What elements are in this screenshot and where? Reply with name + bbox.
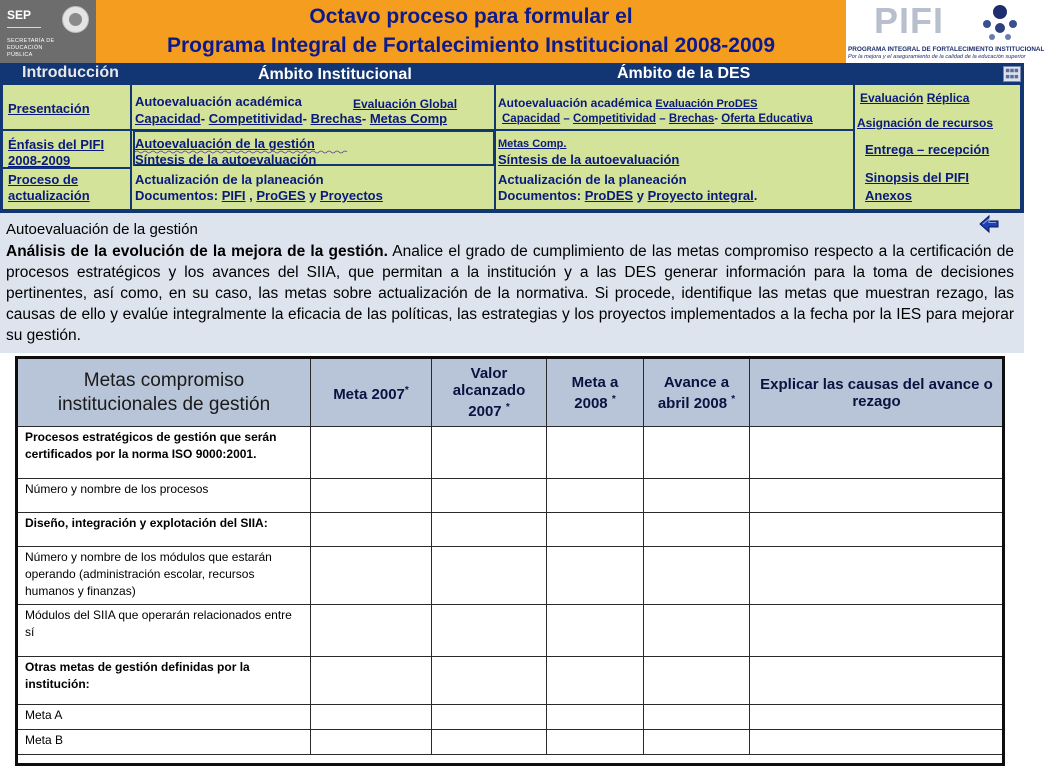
avance-cell[interactable]: [644, 427, 750, 479]
des-capacidad-row: Capacidad – Competitividad – Brechas- Oferta Educativa: [502, 113, 813, 125]
link-evaluacion[interactable]: Evaluación: [860, 91, 924, 105]
sep-logo: [0, 0, 96, 63]
col-header-avance: [644, 359, 750, 427]
explicar-cell[interactable]: [750, 513, 1004, 547]
link-sintesis-des[interactable]: Síntesis de la autoevaluación: [498, 152, 680, 167]
inst-actualizacion[interactable]: Actualización de la planeación: [135, 172, 324, 187]
col-header-meta-2007-label: Meta 2007: [333, 386, 405, 403]
tab-introduccion[interactable]: Introducción: [22, 64, 119, 81]
explicar-cell[interactable]: [750, 705, 1004, 730]
row-label: Módulos del SIIA que operarán relacionados entre sí: [18, 605, 311, 657]
page-title-line1: Octavo proceso para formular el: [309, 5, 633, 28]
valor-cell[interactable]: [432, 657, 547, 705]
meta-2007-cell[interactable]: [311, 547, 432, 605]
row-label: Otras metas de gestión definidas por la institución:: [18, 657, 311, 705]
tab-ambito-des[interactable]: Ámbito de la DES: [617, 65, 751, 82]
link-des-capacidad[interactable]: Capacidad: [502, 113, 561, 125]
meta-2007-cell[interactable]: [311, 513, 432, 547]
grid-menu-icon[interactable]: [1003, 66, 1021, 82]
sep-logo-word: SEP: [7, 8, 32, 22]
valor-cell[interactable]: [432, 705, 547, 730]
link-evaluacion-global[interactable]: Evaluación Global: [353, 97, 458, 111]
meta-2008-cell[interactable]: [547, 513, 644, 547]
des-autoeval-label: Autoevaluación académica: [498, 96, 653, 110]
asterisk: *: [731, 393, 736, 405]
inst-documentos-row: Documentos: PIFI , ProGES y Proyectos: [135, 188, 383, 203]
link-sinopsis[interactable]: Sinopsis del PIFI: [865, 170, 970, 185]
link-capacidad[interactable]: Capacidad: [135, 111, 201, 126]
section-tabs: [0, 63, 1024, 85]
meta-2008-cell[interactable]: [547, 730, 644, 755]
row-label: Meta A: [18, 705, 311, 730]
link-asignacion-recursos[interactable]: Asignación de recursos: [857, 116, 994, 130]
des-actualizacion[interactable]: Actualización de la planeación: [498, 172, 687, 187]
sep-logo-subtitle: SECRETARÍA DE EDUCACIÓN PÚBLICA: [7, 38, 55, 58]
link-competitividad[interactable]: Competitividad: [208, 111, 303, 126]
instructions-body: Analice el grado de cumplimiento de las metas compromiso respecto a la certificación de procesos estratégicos y los avances del SIIA, que permitan a la institución y a las DES generar información para la toma de decisiones pertinentes, así como, en su caso, las metas sobre actualización de la normativa. Si procede, identifique las metas que muestran rezago, las causas de ello y evalúe integralmente la eficacia de las políticas, las estrategias y los proyectos implementados a la fecha por la IES para mejorar su gestión.: [6, 243, 1014, 344]
explicar-cell[interactable]: [750, 479, 1004, 513]
asterisk: *: [611, 393, 616, 405]
link-replica[interactable]: Réplica: [926, 91, 970, 105]
meta-2008-cell[interactable]: [547, 427, 644, 479]
sep-logo-divider: [7, 27, 41, 28]
valor-cell[interactable]: [432, 547, 547, 605]
meta-2007-cell[interactable]: [311, 479, 432, 513]
link-entrega-recepcion[interactable]: Entrega – recepción: [865, 142, 990, 157]
des-autoeval-row: [498, 95, 758, 112]
grid-divider: [853, 85, 855, 209]
avance-cell[interactable]: [644, 605, 750, 657]
avance-cell[interactable]: [644, 657, 750, 705]
des-documentos-label: Documentos:: [498, 188, 582, 203]
avance-cell[interactable]: [644, 547, 750, 605]
explicar-cell[interactable]: [750, 730, 1004, 755]
row-label: Diseño, integración y explotación del SIIA:: [18, 513, 311, 547]
meta-2008-cell[interactable]: [547, 479, 644, 513]
asterisk: *: [505, 402, 510, 413]
pifi-logo-icon: [978, 4, 1022, 46]
link-sintesis-inst[interactable]: Síntesis de la autoevaluación: [135, 152, 317, 167]
table-row: [18, 479, 1004, 513]
link-autoevaluacion-gestion[interactable]: Autoevaluación de la gestión: [135, 136, 315, 151]
meta-2008-cell[interactable]: [547, 547, 644, 605]
meta-2007-cell[interactable]: [311, 730, 432, 755]
link-anexos[interactable]: Anexos: [865, 188, 912, 203]
valor-cell[interactable]: [432, 605, 547, 657]
link-proceso-actualizacion[interactable]: Proceso de actualización: [8, 172, 90, 203]
link-proges[interactable]: ProGES: [256, 188, 306, 203]
meta-2008-cell[interactable]: [547, 657, 644, 705]
tab-ambito-institucional[interactable]: Ámbito Institucional: [258, 66, 412, 83]
col-header-valor-label: Valor alcanzado 2007: [452, 365, 526, 420]
meta-2007-cell[interactable]: [311, 657, 432, 705]
table-row: [18, 605, 1004, 657]
inst-capacidad-row: Capacidad- Competitividad- Brechas- Metas Comp: [135, 111, 448, 126]
table-header-row: [18, 359, 1004, 427]
col-header-meta-2008-label: Meta a 2008: [571, 373, 619, 412]
valor-cell[interactable]: [432, 427, 547, 479]
row-label: Número y nombre de los módulos que estarán operando (administración escolar, recursos humanos y finanzas): [18, 547, 311, 605]
link-brechas[interactable]: Brechas: [310, 111, 362, 126]
link-des-metas-comp[interactable]: Metas Comp.: [498, 138, 567, 150]
col-header-meta-2008: [547, 359, 644, 427]
link-proyecto-integral[interactable]: Proyecto integral: [647, 188, 754, 203]
link-proyectos[interactable]: Proyectos: [319, 188, 383, 203]
link-presentacion[interactable]: Presentación: [8, 101, 90, 116]
avance-cell[interactable]: [644, 479, 750, 513]
meta-2008-cell[interactable]: [547, 605, 644, 657]
avance-cell[interactable]: [644, 705, 750, 730]
link-prodes[interactable]: ProDES: [584, 188, 634, 203]
row-label: Número y nombre de los procesos: [18, 479, 311, 513]
section-heading: Autoevaluación de la gestión: [6, 221, 198, 238]
section-instructions: [6, 241, 1014, 346]
table-row: [18, 657, 1004, 705]
inst-documentos-label: Documentos:: [135, 188, 219, 203]
table-row: [18, 547, 1004, 605]
sep-seal-icon: [62, 6, 89, 33]
right-evaluacion-row: [860, 90, 969, 106]
inst-autoeval-label: Autoevaluación académica: [135, 94, 302, 109]
goals-table: [17, 358, 1004, 755]
pifi-logo-word: PIFI: [874, 0, 945, 41]
col-header-explicar: Explicar las causas del avance o rezago: [750, 359, 1004, 427]
meta-2007-cell[interactable]: [311, 427, 432, 479]
meta-2008-cell[interactable]: [547, 705, 644, 730]
navigation-panel: [0, 63, 1024, 213]
instructions-lead: Análisis de la evolución de la mejora de la gestión.: [6, 243, 388, 260]
link-pifi[interactable]: PIFI: [221, 188, 246, 203]
header: [0, 0, 1044, 63]
link-des-competitividad[interactable]: Competitividad: [572, 113, 657, 125]
des-y: y: [636, 188, 644, 203]
avance-cell[interactable]: [644, 513, 750, 547]
inst-y: y: [309, 188, 317, 203]
page-title-line2: Programa Integral de Fortalecimiento Institucional 2008-2009: [166, 34, 776, 57]
valor-cell[interactable]: [432, 730, 547, 755]
grid-divider: [494, 129, 853, 131]
col-header-valor: [432, 359, 547, 427]
link-evaluacion-prodes[interactable]: Evaluación ProDES: [655, 98, 758, 110]
col-header-meta-2007: [311, 359, 432, 427]
row-label: Procesos estratégicos de gestión que serán certificados por la norma ISO 9000:2001.: [18, 427, 311, 479]
link-metas-comp[interactable]: Metas Comp: [369, 111, 448, 126]
valor-cell[interactable]: [432, 479, 547, 513]
table-row: [18, 705, 1004, 730]
des-period: .: [753, 188, 758, 203]
asterisk: *: [404, 385, 409, 396]
table-row: [18, 427, 1004, 479]
avance-cell[interactable]: [644, 730, 750, 755]
valor-cell[interactable]: [432, 513, 547, 547]
link-oferta-educativa[interactable]: Oferta Educativa: [721, 113, 813, 125]
meta-2007-cell[interactable]: [311, 605, 432, 657]
explicar-cell[interactable]: [750, 605, 1004, 657]
meta-2007-cell[interactable]: [311, 705, 432, 730]
col-header-metas: Metas compromiso institucionales de gestión: [18, 359, 311, 427]
table-row: [18, 730, 1004, 755]
row-label: Meta B: [18, 730, 311, 755]
grid-divider: [130, 85, 132, 209]
back-arrow-icon[interactable]: [978, 213, 1000, 235]
pifi-logo: [846, 0, 1044, 63]
link-enfasis[interactable]: Énfasis del PIFI 2008-2009: [8, 137, 105, 168]
link-des-brechas[interactable]: Brechas: [668, 113, 715, 125]
spellcheck-underline: [135, 150, 350, 154]
explicar-cell[interactable]: [750, 657, 1004, 705]
instructions-panel: [0, 213, 1024, 353]
des-documentos-row: [498, 188, 757, 204]
title-banner: [96, 0, 846, 63]
table-row: [18, 513, 1004, 547]
col-header-avance-label: Avance a abril 2008: [657, 373, 730, 412]
grid-divider: [3, 129, 130, 131]
pifi-logo-tagline: Por la mejora y el aseguramiento de la calidad de la educación superior: [848, 54, 1026, 60]
pifi-logo-caption: PROGRAMA INTEGRAL DE FORTALECIMIENTO INSTITUCIONAL: [848, 46, 1044, 53]
explicar-cell[interactable]: [750, 547, 1004, 605]
explicar-cell[interactable]: [750, 427, 1004, 479]
